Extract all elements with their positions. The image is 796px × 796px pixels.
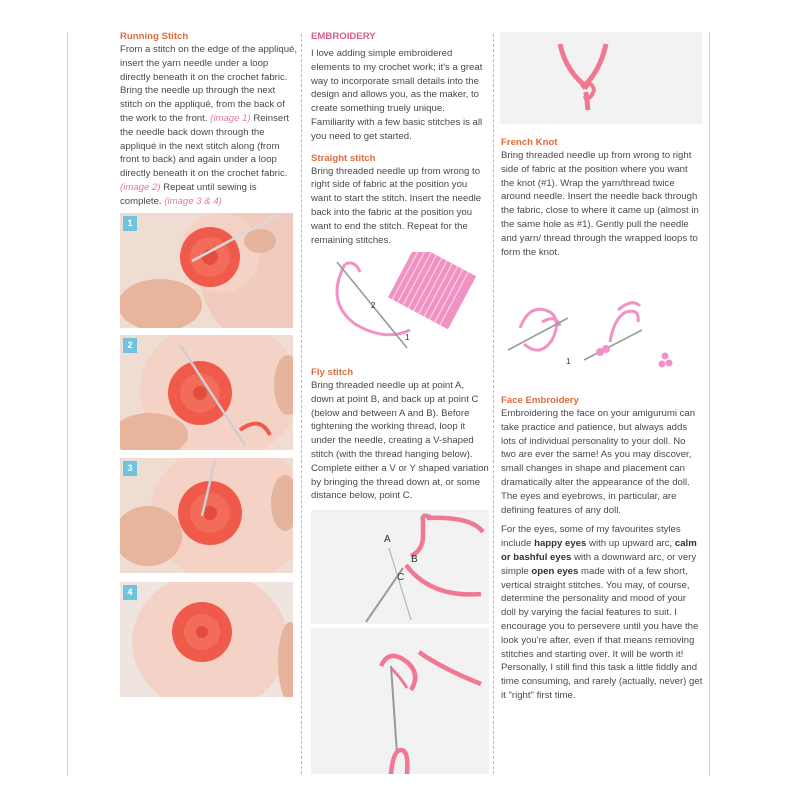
y-stitch-diagram [500, 32, 702, 124]
straight-stitch-text: Bring threaded needle up from wrong to right side of fabric at the position you want to start the stitch. Insert the needle back into the fabric at the position you want to end the stitch. Repeat for the remaining stitches. [311, 165, 482, 246]
french-knot-diagram [500, 292, 702, 380]
fly-stitch-section [311, 366, 489, 509]
embroidery-intro: I love adding simple embroidered elements to my crochet work; it's a great way to incorporate small details into the design and allows you, as the maker, to create something truely unique. Familiarity with a few basic stitches is all you need to get started. [311, 48, 483, 142]
straight-stitch-heading: Straight stitch [311, 152, 376, 164]
face-embroidery-heading: Face Embroidery [501, 395, 579, 406]
photo-step-2 [120, 335, 293, 450]
fly-stitch-text: Bring threaded needle up at point A, down at point B, and back up at point C (below and between A and B). Before tightening the working thread, loop it under the needle, creating a V-shaped stitch (with the thread hanging below). Complete either a V or Y shaped variation by bringing the thread down at, or some distance below, point C. [311, 380, 489, 502]
column-divider [493, 34, 494, 774]
open-eyes-term: open eyes [531, 565, 579, 577]
diagram-label-a: A [384, 534, 391, 545]
french-knot-text: Bring threaded needle up from wrong to right side of fabric at the position where you want the knot (#1). Wrap the yarn/thread twice around needle. Insert the needle back through the fabric, close to where it came up (almost in the same hole as #1). Gently pull the needle and yarn/ thread through the wrapped loops to form the knot. [501, 150, 699, 258]
step-badge: 3 [123, 461, 137, 476]
straight-stitch-diagram [315, 252, 487, 357]
page-edge-right [709, 32, 710, 776]
french-knot-section [501, 136, 703, 265]
face-embroidery-para-2: For the eyes, some of my favourites styles include happy eyes with up upward arc, calm or bashful eyes with a downward arc, or very simple open eyes made with of a few short, vertical straight stitches. You may, of course, determine the personality and mood of your doll by varying the facial features to suit. I encourage you to persevere until you have the look you're after, even if that means removing stitches and starting over. It will be worth it! Personally, I still find this task a little fiddly and time consuming, and rarely (actually, never) get it "right" first time. [501, 524, 703, 701]
step-badge: 2 [123, 338, 137, 353]
embroidery-heading: EMBROIDERY [311, 31, 376, 42]
calm-eyes-term: calm or bashful eyes [501, 538, 697, 563]
diagram-label-c: C [397, 572, 405, 583]
image-ref: (image 1) [210, 112, 251, 124]
fly-stitch-diagram-bottom [311, 628, 489, 774]
photo-step-3 [120, 458, 293, 573]
photo-step-4 [120, 582, 293, 697]
embroidery-section [311, 30, 489, 253]
happy-eyes-term: happy eyes [534, 538, 587, 550]
step-badge: 4 [123, 585, 137, 600]
image-ref: (image 3 & 4) [164, 195, 222, 207]
diagram-label: 1 [566, 357, 571, 366]
photo-step-1 [120, 213, 293, 328]
diagram-label: 2 [371, 301, 376, 310]
diagram-label: 1 [405, 333, 410, 342]
diagram-label-b: B [411, 554, 418, 565]
step-badge: 1 [123, 216, 137, 231]
running-stitch-section [120, 30, 298, 215]
page-edge-left [67, 32, 68, 776]
running-stitch-heading: Running Stitch [120, 31, 189, 42]
fly-stitch-diagram-top [311, 510, 489, 624]
face-embroidery-section [501, 394, 703, 709]
french-knot-heading: French Knot [501, 137, 558, 148]
image-ref: (image 2) [120, 181, 161, 193]
column-divider [301, 34, 302, 774]
running-stitch-text: From a stitch on the edge of the appliqué, insert the yarn needle under a loop directly beneath it on the crochet fabric. Bring the needle up through the next stitch on the appliqué, from the back of the work to the front. (image 1) Reinsert the needle back down through the appliqué in the next stitch along (from front to back) and again under a loop directly beneath it on the crochet fabric. (image 2) Repeat until sewing is complete. (image 3 & 4) [120, 44, 298, 207]
face-embroidery-para-1: Embroidering the face on your amigurumi can take practice and patience, but always adds lots of individual personality to your doll. No two are ever the same! As you may discover, small changes in shape and placement can dramatically alter the appearance of the doll. The eyes and eyebrows, in particular, are defining features of any doll. [501, 408, 696, 516]
fly-stitch-heading: Fly stitch [311, 367, 354, 378]
